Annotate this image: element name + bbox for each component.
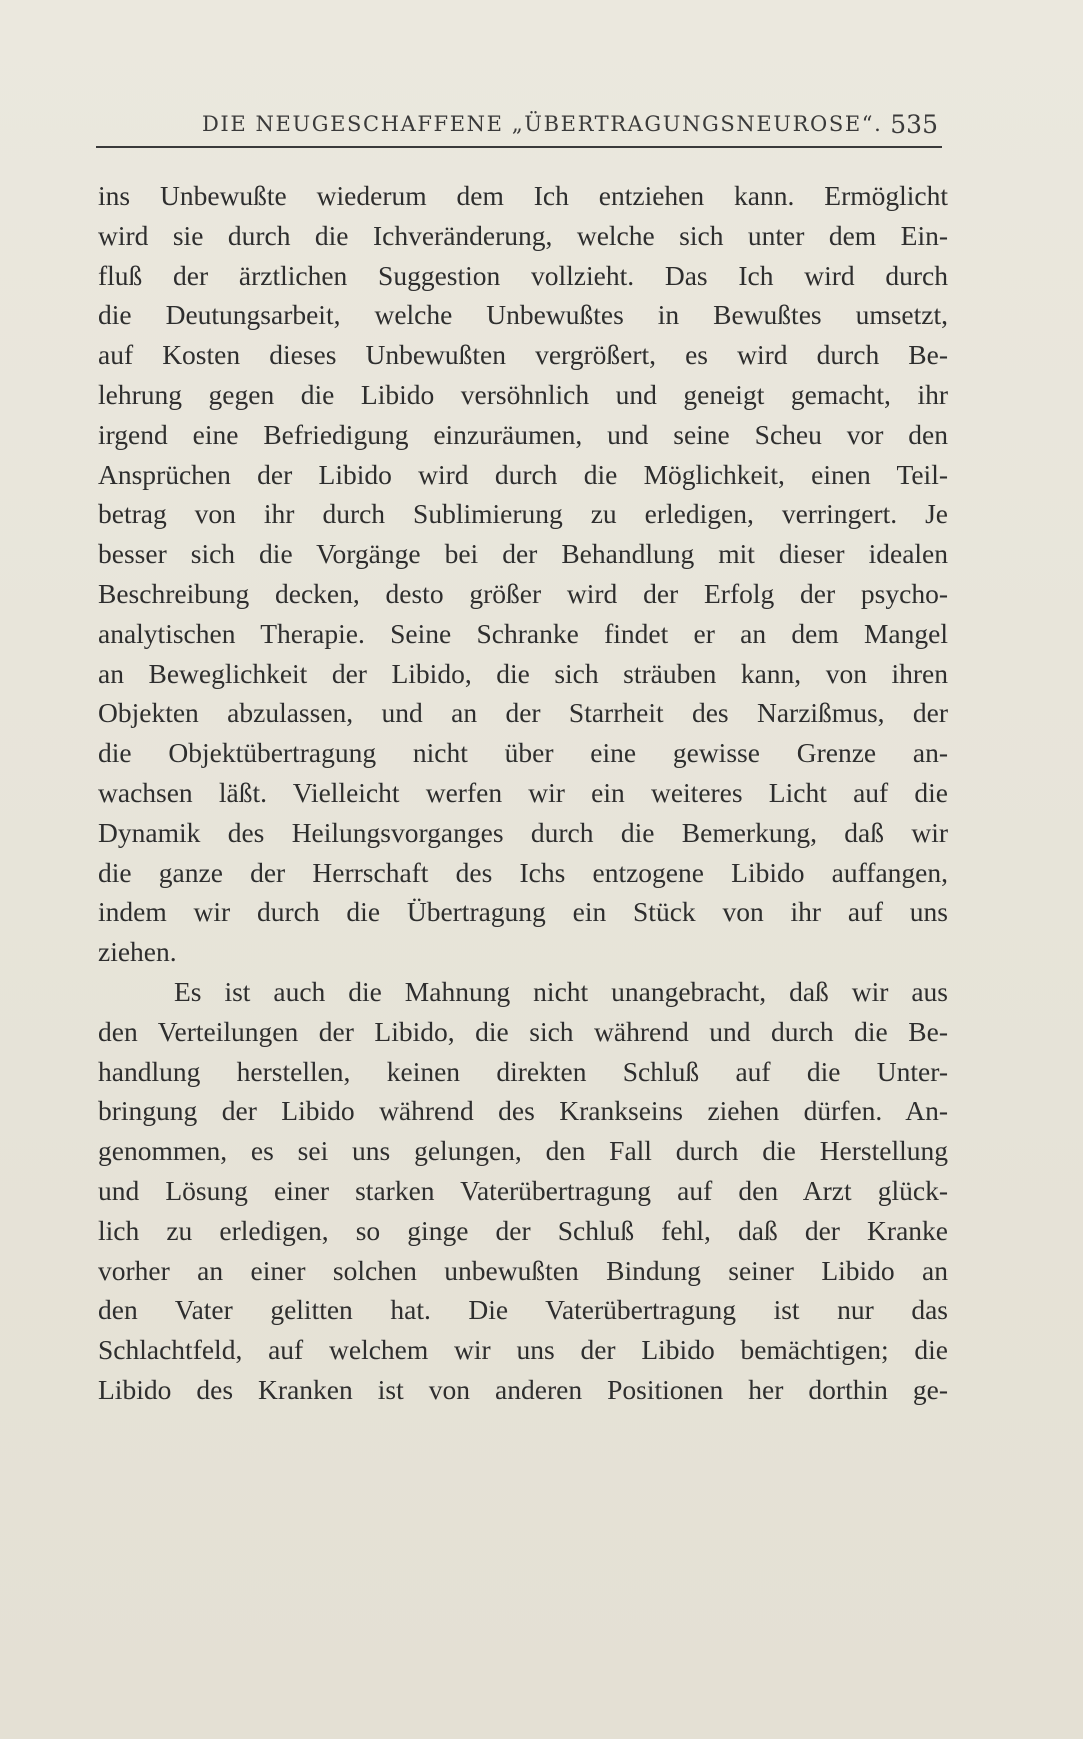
text-line: wird sie durch die Ichveränderung, welche sich unter dem Ein- bbox=[98, 219, 948, 251]
text-line: lich zu erledigen, so ginge der Schluß fehl, daß der Kranke bbox=[98, 1214, 948, 1246]
text-line: und Lösung einer starken Vaterübertragung auf den Arzt glück- bbox=[98, 1174, 948, 1206]
text-line: genommen, es sei uns gelungen, den Fall durch die Herstellung bbox=[98, 1135, 948, 1167]
text-line: Libido des Kranken ist von anderen Positionen her dorthin ge- bbox=[98, 1373, 948, 1405]
text-line: den Vater gelitten hat. Die Vaterübertragung ist nur das bbox=[98, 1294, 948, 1326]
text-line: an Beweglichkeit der Libido, die sich sträuben kann, von ihren bbox=[98, 657, 948, 689]
text-line: die Objektübertragung nicht über eine gewisse Grenze an- bbox=[98, 737, 948, 769]
paragraph bbox=[98, 972, 948, 1410]
text-line: ins Unbewußte wiederum dem Ich entziehen kann. Ermöglicht bbox=[98, 180, 948, 211]
text-line: handlung herstellen, keinen direkten Schluß auf die Unter- bbox=[98, 1055, 948, 1087]
text-line: Dynamik des Heilungsvorganges durch die Bemerkung, daß wir bbox=[98, 816, 948, 848]
text-line: irgend eine Befriedigung einzuräumen, und seine Scheu vor den bbox=[98, 418, 948, 450]
text-line: fluß der ärztlichen Suggestion vollzieht. Das Ich wird durch bbox=[98, 259, 948, 291]
text-line: die ganze der Herrschaft des Ichs entzogene Libido auffangen, bbox=[98, 856, 948, 888]
paragraph bbox=[98, 176, 948, 972]
text-line: Es ist auch die Mahnung nicht unangebracht, daß wir aus bbox=[174, 975, 948, 1007]
text-line: Objekten abzulassen, und an der Starrheit des Narzißmus, der bbox=[98, 697, 948, 729]
text-line: ziehen. bbox=[98, 936, 177, 968]
text-line: analytischen Therapie. Seine Schranke findet er an dem Mangel bbox=[98, 617, 948, 649]
text-line: den Verteilungen der Libido, die sich während und durch die Be- bbox=[98, 1015, 948, 1047]
text-line: Schlachtfeld, auf welchem wir uns der Libido bemächtigen; die bbox=[98, 1334, 948, 1366]
text-line: die Deutungsarbeit, welche Unbewußtes in Bewußtes umsetzt, bbox=[98, 299, 948, 331]
text-line: betrag von ihr durch Sublimierung zu erledigen, verringert. Je bbox=[98, 498, 948, 530]
body-text bbox=[98, 176, 948, 1410]
running-title: DIE NEUGESCHAFFENE „ÜBERTRAGUNGSNEUROSE“. bbox=[202, 112, 883, 136]
text-line: wachsen läßt. Vielleicht werfen wir ein weiteres Licht auf die bbox=[98, 776, 948, 808]
text-line: Beschreibung decken, desto größer wird der Erfolg der psycho- bbox=[98, 577, 948, 609]
page-number: 535 bbox=[890, 110, 938, 139]
text-line: auf Kosten dieses Unbewußten vergrößert, es wird durch Be- bbox=[98, 339, 948, 371]
running-header bbox=[96, 104, 942, 148]
text-line: lehrung gegen die Libido versöhnlich und geneigt gemacht, ihr bbox=[98, 378, 948, 410]
text-line: Ansprüchen der Libido wird durch die Möglichkeit, einen Teil- bbox=[98, 458, 948, 490]
text-line: besser sich die Vorgänge bei der Behandlung mit dieser idealen bbox=[98, 538, 948, 570]
text-line: indem wir durch die Übertragung ein Stück von ihr auf uns bbox=[98, 896, 948, 928]
text-line: vorher an einer solchen unbewußten Bindung seiner Libido an bbox=[98, 1254, 948, 1286]
text-line: bringung der Libido während des Krankseins ziehen dürfen. An- bbox=[98, 1095, 948, 1127]
